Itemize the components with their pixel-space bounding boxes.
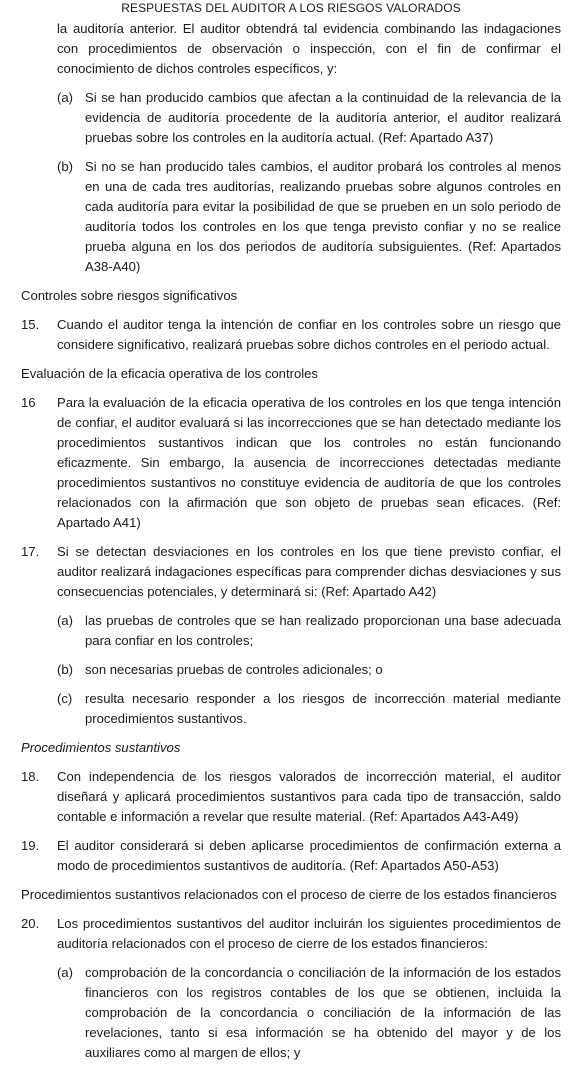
- item-label: (c): [57, 691, 73, 706]
- item-text: Si no se han producido tales cambios, el auditor probará los controles al menos en una de cada tres auditorías, realizando pruebas sobre algunos controles en cada auditoría para evitar la posibilidad de que se prueben en un solo periodo de auditoría todos los controles en los que tenga previsto confiar y no se realice prueba alguna en los dos periodos de auditoría subsiguientes. (Ref: Apartados A38-A40): [85, 159, 561, 274]
- list-item: [0, 611, 582, 651]
- paragraph-text: Los procedimientos sustantivos del auditor incluirán los siguientes procedimientos de auditoría relacionados con el proceso de cierre de los estados financieros:: [57, 916, 561, 951]
- paragraph-text: El auditor considerará si deben aplicarse procedimientos de confirmación externa a modo de procedimientos sustantivos de auditoría. (Ref: Apartados A50-A53): [57, 838, 561, 873]
- list-item: [0, 963, 582, 1063]
- list-item: [0, 88, 582, 148]
- list-item: [0, 660, 582, 680]
- numbered-paragraph: [0, 836, 582, 876]
- item-label: (b): [57, 159, 74, 174]
- numbered-paragraph: [0, 542, 582, 602]
- paragraph-number: 16: [21, 395, 36, 410]
- numbered-paragraph: [0, 393, 582, 533]
- paragraph-text: Con independencia de los riesgos valorados de incorrección material, el auditor diseñará y aplicará procedimientos sustantivos para cada tipo de transacción, saldo contable e información a revelar que resulte material. (Ref: Apartados A43-A49): [57, 769, 561, 824]
- paragraph-text: Cuando el auditor tenga la intención de confiar en los controles sobre un riesgo que considere significativo, realizará pruebas sobre dichos controles en el periodo actual.: [57, 317, 561, 352]
- section-heading: Procedimientos sustantivos relacionados con el proceso de cierre de los estados financieros: [21, 887, 557, 902]
- numbered-paragraph: [0, 315, 582, 355]
- list-item: [0, 689, 582, 729]
- item-label: (a): [57, 613, 74, 628]
- paragraph-number: 17.: [21, 544, 40, 559]
- running-header: RESPUESTAS DEL AUDITOR A LOS RIESGOS VALORADOS: [121, 1, 461, 15]
- paragraph-text: Si se detectan desviaciones en los controles en los que tiene previsto confiar, el auditor realizará indagaciones específicas para comprender dichas desviaciones y sus consecuencias potenciales, y determinará si: (Ref: Apartado A42): [57, 544, 561, 599]
- paragraph-number: 19.: [21, 838, 40, 853]
- section-heading: Controles sobre riesgos significativos: [21, 288, 238, 303]
- numbered-paragraph: [0, 914, 582, 954]
- item-label: (a): [57, 90, 74, 105]
- item-label: (b): [57, 662, 74, 677]
- section-heading: Procedimientos sustantivos: [21, 740, 181, 755]
- numbered-paragraph: [0, 767, 582, 827]
- item-text: Si se han producido cambios que afectan a la continuidad de la relevancia de la evidencia de auditoría procedente de la auditoría anterior, el auditor realizará pruebas sobre los controles en la auditoría actual. (Ref: Apartado A37): [85, 90, 561, 145]
- paragraph-text: Para la evaluación de la eficacia operativa de los controles en los que tenga intención de confiar, el auditor evaluará si las incorrecciones que se han detectado mediante los procedimientos sustantivos indican que los controles no están funcionando eficazmente. Sin embargo, la ausencia de incorrecciones detectadas mediante procedimientos sustantivos no constituye evidencia de auditoría de que los controles relacionados con la afirmación que son objeto de pruebas sean eficaces. (Ref: Apartado A41): [57, 395, 561, 530]
- list-item: [0, 157, 582, 277]
- item-label: (a): [57, 965, 74, 980]
- section-heading: Evaluación de la eficacia operativa de los controles: [21, 366, 318, 381]
- paragraph-number: 18.: [21, 769, 40, 784]
- item-text: comprobación de la concordancia o conciliación de la información de los estados financieros con los registros contables de los que se obtienen, incluida la comprobación de la concordancia o conciliación de la información de las revelaciones, tanto si esa información se ha obtenido del mayor y de los auxiliares como al margen de ellos; y: [85, 965, 561, 1060]
- item-text: resulta necesario responder a los riesgos de incorrección material mediante procedimientos sustantivos.: [85, 691, 561, 726]
- paragraph-number: 15.: [21, 317, 40, 332]
- intro-paragraph: la auditoría anterior. El auditor obtendrá tal evidencia combinando las indagaciones con procedimientos de observación o inspección, con el fin de confirmar el conocimiento de dichos controles específicos, y:: [57, 21, 561, 76]
- item-text: las pruebas de controles que se han realizado proporcionan una base adecuada para confiar en los controles;: [85, 613, 561, 648]
- item-text: son necesarias pruebas de controles adicionales; o: [85, 662, 383, 677]
- document-body: [0, 19, 582, 1072]
- paragraph-number: 20.: [21, 916, 40, 931]
